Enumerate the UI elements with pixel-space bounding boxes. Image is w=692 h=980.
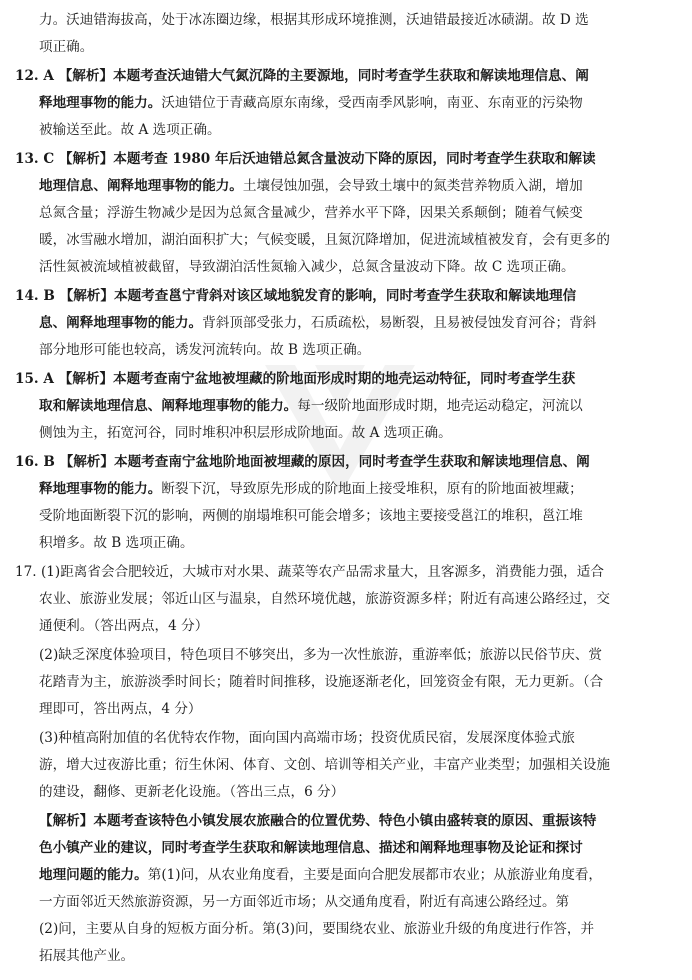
text-line [39,863,682,890]
plain-text: 农业、旅游业发展；邻近山区与温泉，自然环境优越，旅游资源多样；附近有高速公路经过，交 [39,591,610,607]
plain-text: 力。沃迪错海拔高，处于冰冻圈边缘，根据其形成环境推测，沃迪错最接近冰碛湖。故 D 选 [39,12,589,28]
text-line [39,917,682,944]
text-line [15,450,682,477]
bold-text: 12. A 【解析】本题考查沃迪错大气氮沉降的主要源地，同时考查学生获取和解读地理信息、阐 [15,68,589,84]
text-line [39,35,682,62]
text-line [39,753,682,780]
plain-text: 一方面邻近天然旅游资源，另一方面邻近市场；从交通角度看，附近有高速公路经过。第 [39,894,570,910]
text-line [39,643,682,670]
text-line [39,255,682,282]
plain-text: (2)问，主要从自身的短板方面分析。第(3)问，要围绕农业、旅游业升级的角度进行作答，并 [39,921,595,937]
plain-text: 总氮含量；浮游生物减少是因为总氮含量减少，营养水平下降，因果关系颠倒；随着气候变 [39,205,583,221]
text-line [39,944,682,971]
text-line [39,477,682,504]
plain-text: 理即可，答出两点，4 分） [39,701,202,717]
plain-text: 花踏青为主，旅游淡季时间长；随着时间推移，设施逐渐老化，回笼资金有限，无力更新。（合 [39,674,604,690]
text-line [39,697,682,724]
text-line [39,91,682,118]
plain-text: (2)缺乏深度体验项目，特色项目不够突出，多为一次性旅游，重游率低；旅游以民俗节庆、赏 [39,647,603,663]
plain-text: 游，增大过夜游比重；衍生休闲、体育、文创、培训等相关产业，丰富产业类型；加强相关设施 [39,757,610,773]
text-line [39,587,682,614]
text-line [39,174,682,201]
plain-text: 第(1)问，从农业角度看，主要是面向合肥发展都市农业；从旅游业角度看， [147,867,603,883]
plain-text: 项正确。 [39,39,94,55]
plain-text: 背斜顶部受张力，石质疏松，易断裂，且易被侵蚀发育河谷；背斜 [202,315,597,331]
bold-text: 取和解读地理信息、阐释地理事物的能力。 [39,398,298,414]
bold-text: 13. C 【解析】本题考查 1980 年后沃迪错总氮含量波动下降的原因，同时考查学生获取和解读 [15,151,596,167]
text-line [39,670,682,697]
text-line [39,504,682,531]
plain-text: 每一级阶地面形成时期，地壳运动稳定，河流以 [297,398,583,414]
plain-text: 的建设，翻修、更新老化设施。（答出三点，6 分） [39,784,345,800]
bold-text: 地理问题的能力。 [39,867,148,883]
bold-text: 释地理事物的能力。 [39,95,162,111]
text-line [39,394,682,421]
plain-text: 土壤侵蚀加强，会导致土壤中的氮类营养物质入湖，增加 [242,178,583,194]
bold-text: 息、阐释地理事物的能力。 [39,315,203,331]
text-line [39,421,682,448]
text-line [15,560,682,587]
bold-text: 15. A 【解析】本题考查南宁盆地被埋藏的阶地面形成时期的地壳运动特征，同时考查学生获 [15,371,576,387]
bold-text: 色小镇产业的建议，同时考查学生获取和解读地理信息、描述和阐释地理事物及论证和探讨 [39,840,583,856]
plain-text: 断裂下沉，导致原先形成的阶地面上接受堆积，原有的阶地面被埋藏； [161,481,583,497]
text-line [15,64,682,91]
plain-text: 沃迪错位于青藏高原东南缘，受西南季风影响，南亚、东南亚的污染物 [161,95,583,111]
text-line [39,311,682,338]
text-line [39,614,682,641]
bold-text: 【解析】本题考查该特色小镇发展农旅融合的位置优势、特色小镇由盛转衰的原因、重振该特 [39,813,597,829]
plain-text: 受阶地面断裂下沉的影响，两侧的崩塌堆积可能会增多；该地主要接受邕江的堆积，邕江堆 [39,508,583,524]
text-line [39,809,682,836]
plain-text: 通便利。（答出两点，4 分） [39,618,209,634]
text-line [39,201,682,228]
bold-text: 16. B 【解析】本题考查南宁盆地阶地面被埋藏的原因，同时考查学生获取和解读地理信息、阐 [15,454,590,470]
plain-text: 17. (1)距离省会合肥较近，大城市对水果、蔬菜等农产品需求量大，且客源多，消费能力强，适合 [15,564,604,580]
text-line [39,338,682,365]
text-line [39,890,682,917]
text-line [39,228,682,255]
bold-text: 14. B 【解析】本题考查邕宁背斜对该区域地貌发育的影响，同时考查学生获取和解读地理信 [15,288,577,304]
text-line [15,284,682,311]
text-line [39,836,682,863]
plain-text: 拓展其他产业。 [39,948,135,964]
text-line [39,8,682,35]
bold-text: 地理信息、阐释地理事物的能力。 [39,178,243,194]
plain-text: 活性氮被流域植被截留，导致湖泊活性氮输入减少，总氮含量波动下降。故 C 选项正确。 [39,259,575,275]
text-line [15,147,682,174]
text-line [39,726,682,753]
plain-text: 被输送至此。故 A 选项正确。 [39,122,221,138]
plain-text: 暖，冰雪融水增加，湖泊面积扩大；气候变暖，且氮沉降增加，促进流域植被发育，会有更多的 [39,232,610,248]
bold-text: 释地理事物的能力。 [39,481,162,497]
plain-text: 部分地形可能也较高，诱发河流转向。故 B 选项正确。 [39,342,371,358]
plain-text: (3)种植高附加值的名优特农作物，面向国内高端市场；投资优质民宿，发展深度体验式旅 [39,730,575,746]
plain-text: 侧蚀为主，拓宽河谷，同时堆积冲积层形成阶地面。故 A 选项正确。 [39,425,452,441]
plain-text: 积增多。故 B 选项正确。 [39,535,194,551]
text-line [15,367,682,394]
text-line [39,531,682,558]
text-line [39,118,682,145]
text-line [39,780,682,807]
